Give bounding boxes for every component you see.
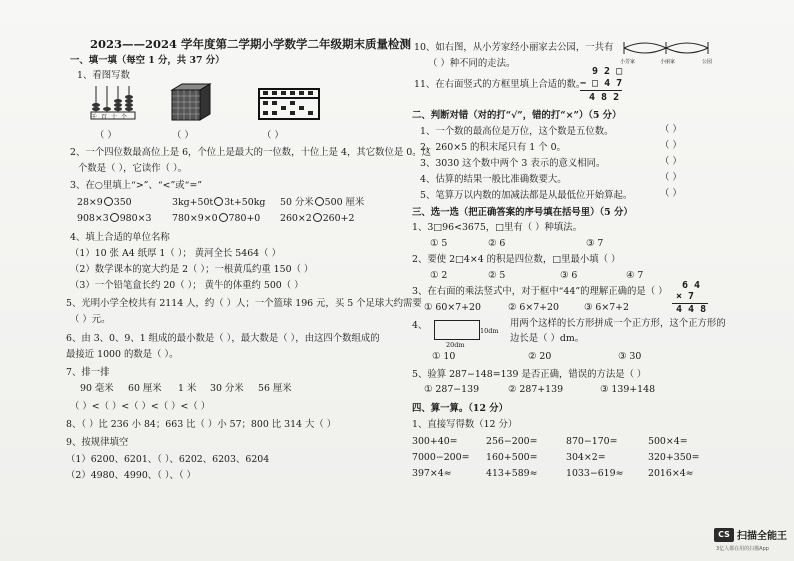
judge-4: 4、估算的结果一般比准确数要大。 [420, 174, 567, 185]
section-1-heading: 一、填一填（每空 1 分，共 37 分） [70, 55, 225, 66]
choice-3-opt-3[interactable]: ③ 6×7+2 [584, 302, 629, 313]
q5-text: 5、光明小学全校共有 2114 人，约（ ）人；一个篮球 196 元，买 5 个足球大约需要 [66, 298, 422, 309]
q3-row-1-b: 3kg+50t 3t+50kg [172, 197, 266, 208]
section-4-heading: 四、算一算。（12 分） [412, 403, 508, 414]
choice-2-opt-2[interactable]: ② 5 [488, 270, 506, 281]
q7-item-3: 1 米 [178, 383, 197, 394]
compare-circle[interactable] [219, 213, 228, 222]
compare-circle[interactable] [104, 197, 113, 206]
calc-2-4[interactable]: 320+350= [648, 452, 700, 463]
q4-3: （3）一个铅笔盒长约 20（ ）； 黄牛的体重约 500（ ） [70, 280, 304, 291]
compare-circle[interactable] [110, 213, 119, 222]
choice-1-opt-2[interactable]: ② 6 [488, 238, 506, 249]
choice-3-vertical-1: 6 4 [682, 280, 701, 291]
q7-item-5: 56 厘米 [258, 383, 292, 394]
calc-3-1[interactable]: 397×4≈ [412, 468, 452, 479]
choice-5-opt-1[interactable]: ① 287−139 [424, 384, 480, 395]
choice-3-vertical-3: 4 4 8 [676, 304, 707, 315]
cubes-image [170, 82, 212, 122]
q7-text: 7、排一排 [66, 367, 110, 378]
q7-order-line[interactable]: （ ）<（ ）<（ ）<（ ）<（ ） [70, 401, 211, 412]
route-label-mid: 小丽家 [660, 59, 676, 65]
choice-5-opt-2[interactable]: ② 287+139 [508, 384, 564, 395]
choice-1: 1、3□96<3675，□里有（ ）种填法。 [412, 222, 583, 233]
q4-text: 4、填上合适的单位名称 [70, 232, 170, 243]
q11-rule [580, 90, 622, 91]
q3-row-1-a: 28×9 350 [77, 197, 132, 208]
camscanner-name: 扫描全能王 [737, 531, 787, 542]
judge-answer-2[interactable]: （ ） [660, 140, 682, 151]
q2-text-2: 个数是（ ），它读作（ ）。 [78, 163, 188, 174]
calc-3-3[interactable]: 1033−619≈ [566, 468, 624, 479]
q11-vertical-line-2: − □ 4 7 [580, 78, 623, 89]
judge-5: 5、笔算万以内数的加减法都是从最低位开始算起。 [420, 190, 633, 201]
choice-3-opt-2[interactable]: ② 6×7+20 [508, 302, 559, 313]
choice-3-opt-1[interactable]: ① 60×7+20 [424, 302, 481, 313]
q5-text-2: （ ）元。 [70, 314, 111, 325]
route-label-start: 小芳家 [620, 59, 636, 65]
q4-2: （2）数学课本的宽大约是 2（ ）；一根黄瓜约重 150（ ） [70, 264, 314, 275]
camscanner-logo-icon: CS [714, 528, 734, 542]
q6-text: 6、由 3、0、9、1 组成的最小数是（ ），最大数是（ ），由这四个数组成的 [66, 333, 380, 344]
choice-4-number: 4、 [412, 320, 428, 331]
q7-item-1: 90 毫米 [80, 383, 114, 394]
rect-height-label: 10dm [480, 327, 499, 335]
calc-1-2[interactable]: 256−200= [486, 436, 538, 447]
calc-2-1[interactable]: 7000−200= [412, 452, 470, 463]
judge-answer-4[interactable]: （ ） [660, 172, 682, 183]
choice-4-opt-2[interactable]: ② 20 [528, 351, 552, 362]
calc-3-4[interactable]: 2016×4≈ [648, 468, 694, 479]
choice-1-opt-3[interactable]: ③ 7 [586, 238, 604, 249]
q3-row-1-c: 50 分米 500 厘米 [280, 197, 365, 208]
page-title: 2023——2024 学年度第二学期小学数学二年级期末质量检测 [90, 37, 412, 51]
choice-1-opt-1[interactable]: ① 5 [430, 238, 448, 249]
abacus-labels: 千百十个 [91, 114, 132, 121]
q4-1: （1）10 张 A4 纸厚 1（ ）； 黄河全长 5464（ ） [70, 248, 281, 259]
choice-3-vertical-2: × 7 [676, 291, 695, 302]
q11-vertical-line-1: 9 2 □ [592, 66, 623, 77]
calc-1-4[interactable]: 500×4= [648, 436, 688, 447]
q1-text: 1、看图写数 [77, 70, 130, 81]
choice-5-opt-3[interactable]: ③ 139+148 [600, 384, 656, 395]
q11-vertical-line-3: 4 8 2 [589, 92, 620, 103]
judge-answer-1[interactable]: （ ） [660, 124, 682, 135]
choice-4-opt-1[interactable]: ① 10 [432, 351, 456, 362]
q3-row-2-a: 908×3 980×3 [77, 213, 152, 224]
q10-text: 10、如右图，从小芳家经小丽家去公园，一共有 [414, 42, 614, 53]
q3-row-2-b: 780×9×0 780+0 [172, 213, 261, 224]
judge-2: 2、260×5 的积末尾只有 1 个 0。 [420, 142, 566, 153]
section-2-heading: 二、判断对错（对的打“√”，错的打“×”）（5 分） [412, 110, 622, 121]
choice-2-opt-1[interactable]: ① 2 [430, 270, 448, 281]
q3-row-2-c: 260×2 260+2 [280, 213, 355, 224]
judge-answer-3[interactable]: （ ） [660, 156, 682, 167]
choice-2-opt-4[interactable]: ④ 7 [626, 270, 644, 281]
choice-5: 5、验算 287−148=139 是否正确，错误的方法是（ ） [412, 369, 647, 380]
choice-4-text: 用两个这样的长方形拼成一个正方形，这个正方形的 [510, 318, 726, 329]
route-label-end: 公园 [702, 59, 713, 65]
q2-text: 2、一个四位数最高位上是 6，个位上是最大的一位数，十位上是 4，其它数位是 0。这 [70, 147, 431, 158]
choice-4-text-2: 边长是（ ）dm。 [510, 333, 585, 344]
judge-1: 1、一个数的最高位是万位，这个数是五位数。 [420, 126, 614, 137]
calc-heading: 1、直接写得数（12 分） [412, 419, 518, 430]
q7-item-2: 60 厘米 [128, 383, 162, 394]
choice-2: 2、要使 2□4×4 的积是四位数，□里最小填（ ） [412, 254, 621, 265]
q3-text: 3、在○里填上“>”、“<”或“=” [70, 180, 203, 191]
choice-2-opt-3[interactable]: ③ 6 [560, 270, 578, 281]
choice-4-opt-3[interactable]: ③ 30 [618, 351, 642, 362]
calc-1-3[interactable]: 870−170= [566, 436, 618, 447]
calc-3-2[interactable]: 413+589≈ [486, 468, 538, 479]
q9-2: （2）4980、4990、（ ）、（ ） [66, 470, 196, 481]
q7-item-4: 30 分米 [210, 383, 244, 394]
q11-text: 11、在右面竖式的方框里填上合适的数。 [414, 79, 586, 90]
compare-circle[interactable] [315, 197, 324, 206]
compare-circle[interactable] [313, 213, 322, 222]
judge-3: 3、3030 这个数中两个 3 表示的意义相同。 [420, 158, 606, 169]
calc-2-2[interactable]: 160+500= [486, 452, 538, 463]
q6-text-2: 最接近 1000 的数是（ ）。 [66, 349, 179, 360]
choice-3: 3、在右面的乘法竖式中，对于框中“44”的理解正确的是（ ） [412, 286, 668, 297]
judge-answer-5[interactable]: （ ） [660, 188, 682, 199]
q1-answer-2[interactable]: （ ） [172, 130, 194, 141]
q9-text: 9、按规律填空 [66, 437, 129, 448]
calc-2-3[interactable]: 304×2= [566, 452, 606, 463]
compare-circle[interactable] [214, 197, 223, 206]
q8-text: 8、（ ）比 236 小 84；663 比（ ）小 57；800 比 314 大（ ） [66, 419, 337, 430]
rect-width-label: 20dm [446, 341, 465, 349]
calc-1-1[interactable]: 300+40= [412, 436, 458, 447]
q9-1: （1）6200、6201、（ ）、6202、6203、6204 [66, 454, 270, 465]
camscanner-tagline: 3亿人都在用的扫描App [716, 546, 769, 552]
rectangle-figure [434, 320, 480, 340]
q1-answer-3[interactable]: （ ） [262, 130, 284, 141]
q1-answer-1[interactable]: （ ） [95, 130, 117, 141]
section-3-heading: 三、选一选（把正确答案的序号填在括号里）（5 分） [412, 207, 633, 218]
q10-text-2: （ ）种不同的走法。 [428, 58, 516, 69]
chinese-abacus-image [258, 88, 320, 120]
